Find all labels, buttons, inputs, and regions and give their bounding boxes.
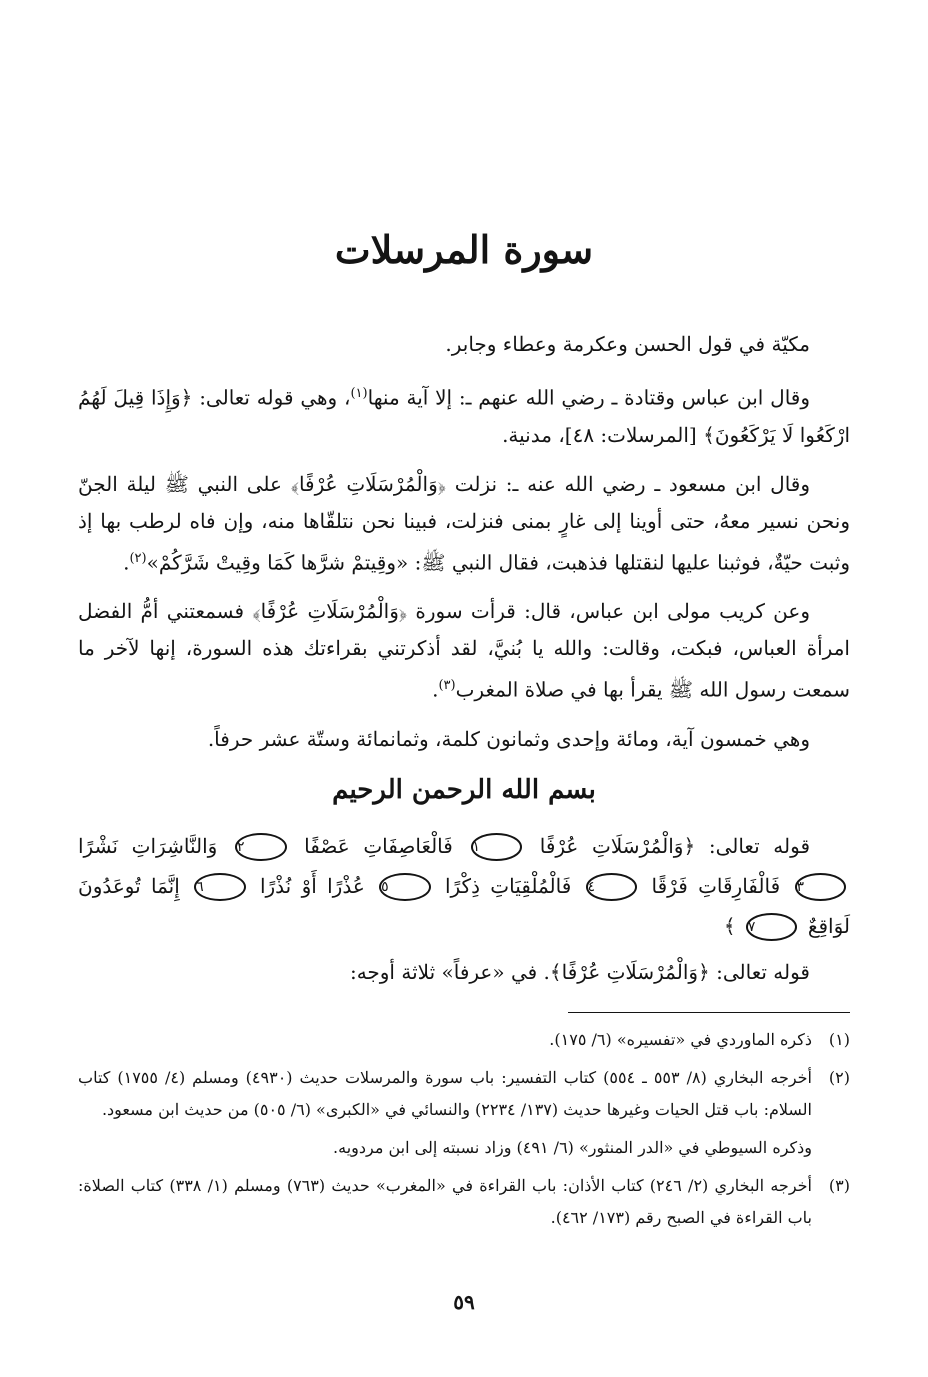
verse-text: وَالْمُرْسَلَاتِ عُرْفًا [539,833,684,858]
paragraph-commentary [78,954,850,991]
verse-text: إِنَّمَا تُوعَدُونَ لَوَاقِعٌ [78,873,850,938]
open-bracket: ﴿ [683,833,696,858]
footnote-number: (٣) [828,1176,850,1195]
text-segment: قوله تعالى: [716,959,810,984]
text-segment: . [432,677,439,702]
ayah-number-mark: ٦ [194,873,246,901]
paragraph-makkiyya: مكيّة في قول الحسن وعكرمة وعطاء وجابر. [445,332,810,356]
verse-text: فَالْمُلْقِيَاتِ ذِكْرًا [444,873,572,898]
verses-intro: قوله تعالى: [708,833,811,858]
text-segment: فسمعتني أمُّ الفضل امرأة العباس، فبكت، وقالت: والله يا بُنيَّ، لقد أذكرتني بقراءتك هذه السورة، إنها لآخر ما سمعت رسول الله ﷺ يقرأ بها في صلاة المغرب [78,599,850,702]
ayah-number-mark: ٤ [586,873,638,901]
basmala-heading: بسم الله الرحمن الرحيم [332,774,596,805]
footnote-3 [78,1170,850,1234]
ayah-number-mark: ٥ [379,873,431,901]
footnote-ref-2[interactable]: (٢) [129,550,147,566]
footnote-number: (٢) [828,1068,850,1087]
footnote-number: (١) [828,1030,850,1049]
paragraph-counts: وهي خمسون آية، ومائة وإحدى وثمانون كلمة، وثمانمائة وستّة عشر حرفاً. [207,726,810,751]
surah-title: سورة المرسلات [334,227,594,272]
ayah-number-mark: ٣ [795,873,847,901]
quran-quote: ﴿وَإِذَا قِيلَ لَهُمُ ارْكَعُوا لَا يَرْكَعُونَ﴾ [78,385,850,447]
verse-text: عُذْرًا أَوْ نُذْرًا [259,873,365,898]
footnote-2 [78,1062,850,1126]
footnote-ref-1[interactable]: (١) [350,386,368,401]
main-text [78,326,850,1003]
verse-text: فَالْفَارِقَاتِ فَرْقًا [651,873,781,898]
footnote-ref-3[interactable]: (٣) [438,678,456,694]
paragraph-ibn-masud [78,466,850,582]
footnote-separator [568,1012,850,1013]
text-segment: ، وهي قوله تعالى: [199,385,351,410]
footnote-2-continuation: وذكره السيوطي في «الدر المنثور» (٦/ ٤٩١) وزاد نسبته إلى ابن مردويه. [333,1138,812,1157]
quran-quote: ﴿وَالْمُرْسَلَاتِ عُرْفًا﴾ [252,599,408,624]
text-segment: [المرسلات: ٤٨]، مدنية. [502,422,697,447]
book-page [78,0,850,1377]
quran-quote: ﴿وَالْمُرْسَلَاتِ عُرْفًا﴾ [290,471,446,496]
footnote-text: ذكره الماوردي في «تفسيره» (٦/ ١٧٥). [549,1030,812,1049]
footnote-1 [78,1024,850,1056]
verse-text: وَالنَّاشِرَاتِ نَشْرًا [78,833,218,858]
footnote-text: أخرجه البخاري (٨/ ٥٥٣ ـ ٥٥٤) كتاب التفسير: باب سورة والمرسلات حديث (٤٩٣٠) ومسلم (٤/ ١٧٥٥) كتاب السلام: باب قتل الحيات وغيرها حديث (١٣٧/ ٢٢٣٤) والنسائي في «الكبرى» (٦/ ٥٠٥) من حديث ابن مسعود. [78,1068,813,1119]
page-number: ٥٩ [453,1290,475,1314]
ayah-number-mark: ٢ [235,833,287,861]
quran-quote: ﴿وَالْمُرْسَلَاتِ عُرْفًا﴾ [549,959,710,984]
text-segment: . في «عرفاً» ثلاثة أوجه: [349,959,550,984]
ayah-number-mark: ١ [471,833,523,861]
text-segment: وقال ابن عباس وقتادة ـ رضي الله عنهم ـ: إلا آية منها [367,385,811,410]
close-bracket: ﴾ [723,913,736,938]
verse-text: فَالْعَاصِفَاتِ عَصْفًا [304,833,453,858]
verses-block [78,826,850,946]
ayah-number-mark: ٧ [746,913,798,941]
text-segment: على النبي ﷺ ليلة الجنّ ونحن نسير معهُ، حتى أوينا إلى غارٍ بمنى فنزلت، فبينا نحن نتلقّاها منه، وإن فاه لرطب بها إذ وثبت حيّةٌ، فوثبنا عليها لنقتلها فذهبت، فقال النبي ﷺ: «وقِيتمْ شرَّها كَمَا وقِيتْ شَرَّكُمْ» [78,471,850,575]
footnote-text: أخرجه البخاري (٢/ ٢٤٦) كتاب الأذان: باب القراءة في «المغرب» حديث (٧٦٣) ومسلم (١/ ٣٣٨) كتاب الصلاة: باب القراءة في الصبح رقم (١٧٣/ ٤٦٢). [78,1176,812,1227]
paragraph-kurayb [78,593,850,709]
footnotes [78,1024,850,1240]
text-segment: . [123,550,130,575]
text-segment: وعن كريب مولى ابن عباس، قال: قرأت سورة [415,599,810,624]
paragraph-ibn-abbas [78,375,850,454]
text-segment: وقال ابن مسعود ـ رضي الله عنه ـ: نزلت [454,471,811,496]
